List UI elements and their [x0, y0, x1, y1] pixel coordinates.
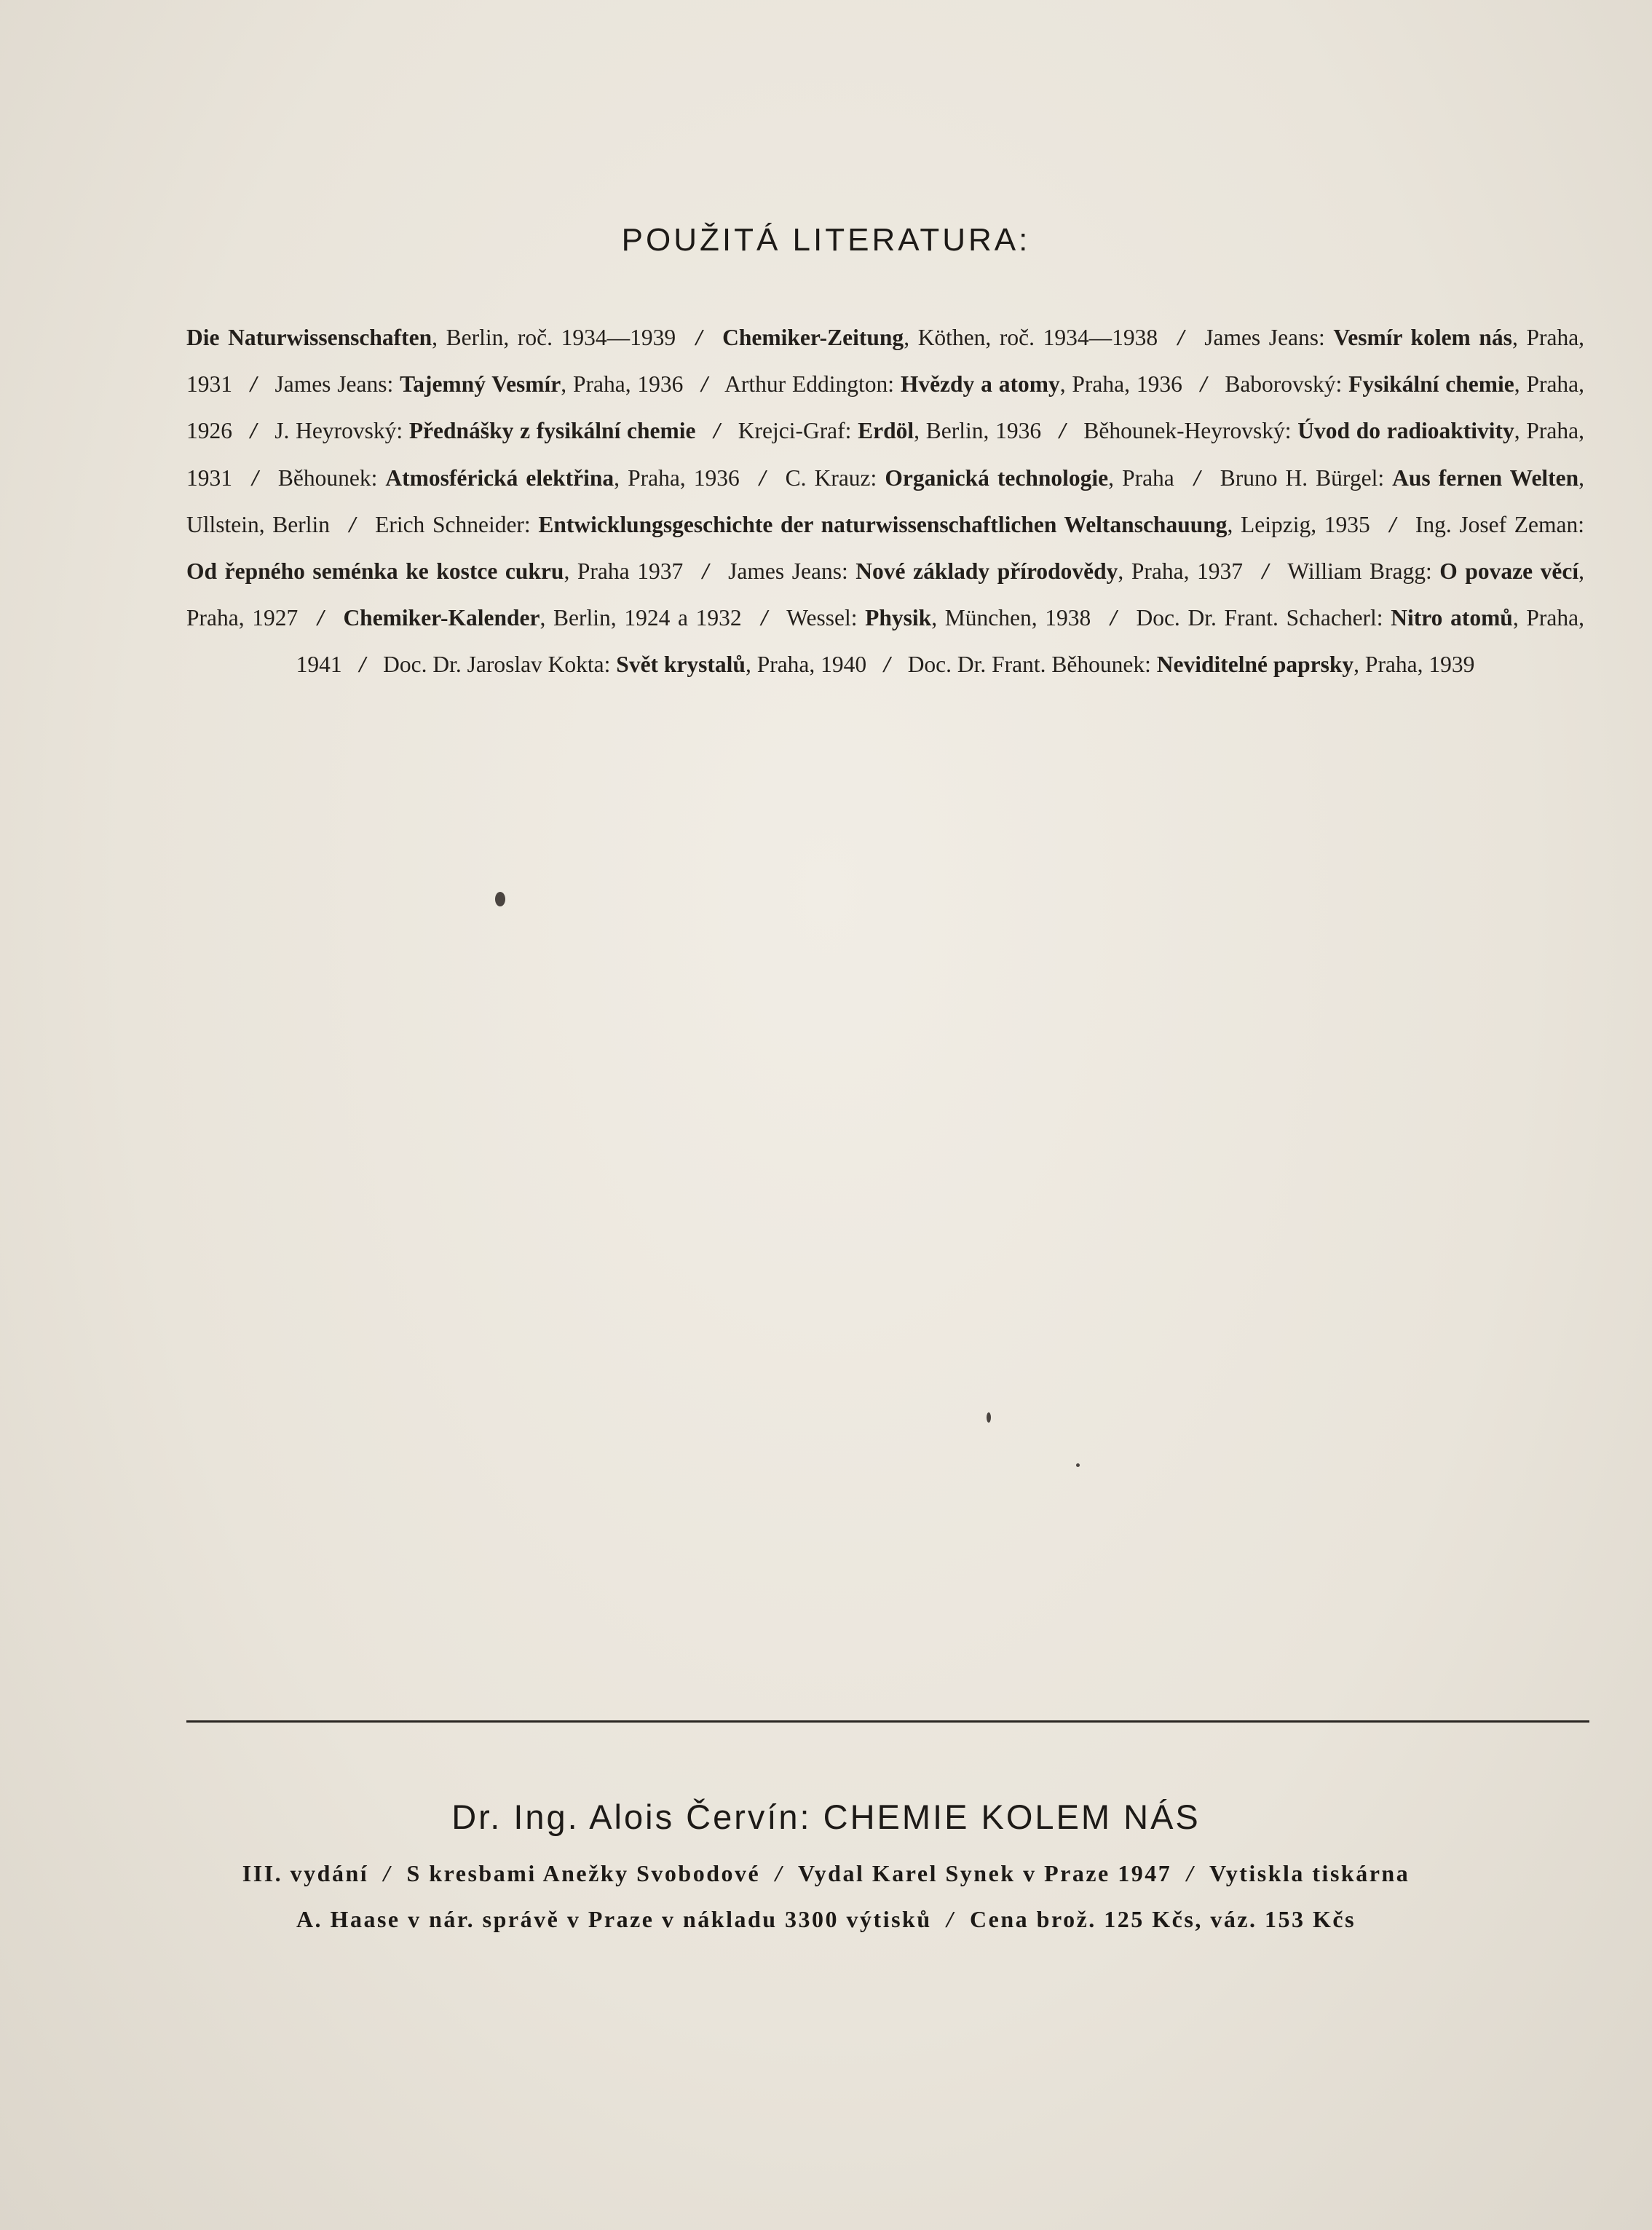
reference-title: Neviditelné paprsky — [1156, 652, 1354, 678]
reference-details: , Praha, 1936 — [1059, 371, 1182, 398]
reference-details: , Berlin, 1936 — [914, 418, 1042, 444]
reference-author: Doc. Dr. Frant. Schacherl: — [1136, 605, 1391, 631]
reference-entry — [724, 371, 1182, 397]
reference-separator: / — [759, 464, 766, 491]
reference-title: Physik — [865, 605, 932, 631]
colophon-separator: / — [946, 1906, 955, 1932]
reference-author: William Bragg: — [1287, 558, 1440, 585]
reference-title: Nitro atomů — [1391, 605, 1513, 631]
reference-author: Erich Schneider: — [375, 511, 539, 537]
reference-details: , München, 1938 — [931, 605, 1091, 631]
reference-entry — [786, 465, 1174, 491]
reference-author: James Jeans: — [1204, 325, 1334, 350]
reference-author: Ing. Josef Zeman: — [1415, 511, 1584, 537]
reference-author: C. Krauz: — [785, 464, 885, 491]
colophon-part: Vytiskla tiskárna — [1209, 1860, 1410, 1886]
reference-entry — [738, 418, 1041, 443]
colophon-heading: Dr. Ing. Alois Červín: CHEMIE KOLEM NÁS — [451, 1798, 1201, 1836]
reference-author: Běhounek: — [277, 464, 386, 491]
reference-details: , Praha, 1931 — [186, 325, 1585, 398]
reference-separator: / — [761, 605, 768, 631]
reference-title: Aus fernen Welten — [1392, 464, 1579, 491]
reference-entry — [343, 605, 741, 630]
reference-separator: / — [349, 511, 356, 537]
reference-details: , Praha 1937 — [564, 558, 684, 585]
reference-title: Přednášky z fysikální chemie — [408, 418, 696, 444]
ink-speck — [495, 892, 505, 906]
reference-title: Svět krystalů — [616, 652, 746, 678]
reference-details: , Leipzig, 1935 — [1227, 511, 1370, 537]
reference-separator: / — [359, 652, 366, 678]
reference-title: Fysikální chemie — [1348, 371, 1514, 398]
reference-separator: / — [1193, 464, 1201, 491]
reference-title: Chemiker-Zeitung — [722, 325, 904, 350]
reference-list — [186, 315, 1584, 689]
reference-author: Doc. Dr. Jaroslav Kokta: — [383, 652, 617, 678]
reference-separator: / — [1110, 605, 1117, 631]
reference-entry — [786, 605, 1091, 630]
reference-separator: / — [250, 371, 257, 398]
reference-title: Vesmír kolem nás — [1333, 325, 1512, 350]
reference-separator: / — [250, 418, 257, 444]
reference-separator: / — [1389, 511, 1396, 537]
reference-author: Baborovský: — [1225, 371, 1349, 398]
ink-speck — [1076, 1463, 1080, 1467]
reference-title: Entwicklungsgeschichte der naturwissenschaftlichen Weltanschauung — [538, 511, 1228, 537]
reference-title: Atmosférická elektřina — [385, 464, 614, 491]
reference-separator: / — [695, 325, 703, 350]
reference-title: Úvod do radioaktivity — [1297, 418, 1514, 444]
reference-details: , Praha, 1926 — [186, 371, 1585, 444]
colophon-separator: / — [383, 1860, 392, 1886]
reference-separator: / — [1200, 371, 1207, 398]
reference-separator: / — [714, 418, 721, 444]
colophon-separator: / — [775, 1860, 784, 1886]
reference-details: , Praha, 1941 — [296, 605, 1584, 678]
reference-author: James Jeans: — [274, 371, 400, 398]
colophon-part: III. vydání — [242, 1860, 369, 1886]
reference-separator: / — [884, 652, 890, 678]
reference-title: Tajemný Vesmír — [400, 371, 561, 398]
reference-title: O povaze věcí — [1439, 558, 1579, 585]
reference-title: Nové základy přírodovědy — [855, 558, 1118, 585]
colophon-part: A. Haase v nár. správě v Praze v nákladu 3300 výtisků — [296, 1906, 932, 1932]
reference-separator: / — [252, 464, 258, 491]
reference-title: Die Naturwissenschaften — [186, 325, 432, 350]
reference-entry — [383, 652, 866, 677]
reference-separator: / — [701, 371, 708, 398]
reference-author: Běhounek-Heyrovský: — [1083, 418, 1298, 444]
reference-separator: / — [1262, 558, 1269, 585]
reference-entry — [274, 418, 695, 443]
reference-separator: / — [1059, 418, 1066, 444]
ink-speck — [987, 1412, 991, 1423]
reference-entry — [278, 465, 740, 491]
reference-author: Wessel: — [786, 605, 866, 631]
reference-author: Krejci-Graf: — [738, 418, 858, 444]
reference-title: Chemiker-Kalender — [343, 605, 540, 631]
reference-details: , Praha, 1936 — [614, 464, 740, 491]
reference-entry — [722, 325, 1158, 350]
reference-author: Arthur Eddington: — [724, 371, 901, 398]
reference-details: , Praha, 1939 — [1353, 652, 1475, 678]
reference-entry — [728, 558, 1243, 584]
reference-details: , Köthen, roč. 1934—1938 — [904, 325, 1158, 350]
reference-details: , Praha, 1927 — [186, 558, 1585, 631]
reference-separator: / — [1177, 325, 1185, 350]
reference-details: , Berlin, roč. 1934—1939 — [432, 325, 676, 350]
colophon-part: Cena brož. 125 Kčs, váz. 153 Kčs — [970, 1906, 1356, 1932]
reference-title: Erdöl — [858, 418, 914, 444]
reference-details: , Praha — [1108, 464, 1174, 491]
reference-details: , Praha, 1937 — [1118, 558, 1244, 585]
reference-entry — [186, 325, 676, 350]
reference-author: James Jeans: — [728, 558, 856, 585]
colophon-part: Vydal Karel Synek v Praze 1947 — [798, 1860, 1172, 1886]
reference-details: , Praha, 1936 — [561, 371, 684, 398]
reference-author: J. Heyrovský: — [274, 418, 409, 444]
reference-details: , Berlin, 1924 a 1932 — [540, 605, 742, 631]
reference-author: Doc. Dr. Frant. Běhounek: — [907, 652, 1157, 678]
reference-title: Od řepného seménka ke kostce cukru — [186, 558, 564, 585]
colophon-line-1 — [0, 1860, 1652, 1887]
reference-author: Bruno H. Bürgel: — [1220, 464, 1393, 491]
divider-rule — [186, 1720, 1589, 1723]
reference-entry — [375, 512, 1370, 537]
reference-details: , Ullstein, Berlin — [186, 464, 1585, 537]
reference-entry — [274, 371, 683, 397]
reference-entry — [908, 652, 1475, 677]
colophon-line-2 — [0, 1906, 1652, 1933]
reference-title: Hvězdy a atomy — [900, 371, 1060, 398]
reference-separator: / — [702, 558, 709, 585]
reference-details: , Praha, 1931 — [186, 418, 1584, 491]
colophon-part: S kresbami Anežky Svobodové — [406, 1860, 761, 1886]
reference-details: , Praha, 1940 — [745, 652, 867, 678]
reference-title: Organická technologie — [885, 464, 1109, 491]
colophon-separator: / — [1186, 1860, 1195, 1886]
reference-separator: / — [317, 605, 324, 631]
page-title: POUŽITÁ LITERATURA: — [621, 222, 1031, 258]
